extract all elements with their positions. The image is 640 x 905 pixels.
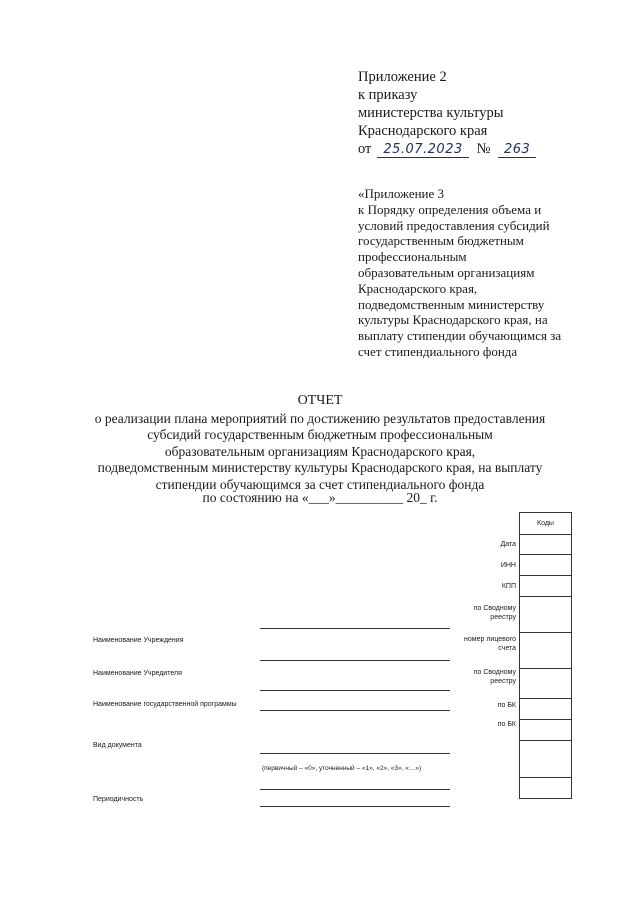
appendix3-line: выплату стипендии обучающимся за xyxy=(358,328,562,344)
order-line xyxy=(358,140,628,158)
appendix3-line: к Порядку определения объема и xyxy=(358,201,542,217)
appendix3-line: условий предоставления субсидий xyxy=(358,217,550,233)
program-label: Наименование государственной программы xyxy=(93,701,237,708)
header-line: Краснодарского края xyxy=(358,123,488,139)
header-block xyxy=(358,68,628,158)
doc-type-label: Вид документа xyxy=(93,742,142,749)
code-label-line: реестру xyxy=(490,678,516,685)
institution-line-top xyxy=(260,628,450,629)
appendix3-line: Краснодарского края, xyxy=(358,280,478,296)
codes-table xyxy=(519,512,572,799)
order-date: 25.07.2023 xyxy=(377,142,469,158)
codes-header: Коды xyxy=(520,513,572,535)
header-line: министерства культуры xyxy=(358,105,504,121)
code-cell-svod-2[interactable] xyxy=(520,669,572,699)
code-cell-svod-1[interactable] xyxy=(520,597,572,633)
code-cell-kpp[interactable] xyxy=(520,576,572,597)
doc-type-note: (первичный – «0», уточненный – «1», «2», «3», «…») xyxy=(262,765,422,772)
report-subtitle-line: образовательным организациям Краснодарского края, xyxy=(164,443,476,459)
code-label-svod-2 xyxy=(474,668,516,686)
report-title-block xyxy=(80,393,560,493)
periodicity-label: Периодичность xyxy=(93,796,144,803)
order-number-label: № xyxy=(476,141,491,157)
code-label-account xyxy=(464,635,516,653)
code-label-bk-1: по БК xyxy=(497,702,516,709)
code-label-inn: ИНН xyxy=(500,562,516,569)
header-line: к приказу xyxy=(358,87,418,103)
report-subtitle-line: подведомственным министерству культуры Краснодарского края, на выплату xyxy=(97,460,543,475)
report-subtitle-line: субсидий государственным бюджетным профессиональным xyxy=(147,427,493,442)
code-label-line: реестру xyxy=(490,614,516,621)
appendix3-line: образовательным организациям xyxy=(358,264,535,280)
periodicity-field[interactable] xyxy=(260,806,450,807)
code-cell-doc-type[interactable] xyxy=(520,741,572,778)
founder-field[interactable] xyxy=(260,690,450,691)
founder-label: Наименование Учредителя xyxy=(93,670,182,677)
code-cell-bk-2[interactable] xyxy=(520,720,572,741)
code-cell-bk-1[interactable] xyxy=(520,699,572,720)
code-label-svod-1 xyxy=(474,604,516,622)
code-label-date: Дата xyxy=(500,541,516,548)
institution-field[interactable] xyxy=(260,660,450,661)
doc-type-line-bottom xyxy=(260,789,450,790)
appendix3-line: «Приложение 3 xyxy=(358,186,445,201)
code-label-line: по Сводному xyxy=(473,605,516,612)
program-field[interactable] xyxy=(260,710,450,711)
code-cell-account[interactable] xyxy=(520,633,572,669)
code-label-kpp: КПП xyxy=(501,583,516,590)
order-number: 263 xyxy=(498,142,536,158)
appendix3-line: культуры Краснодарского края, на xyxy=(358,312,548,328)
appendix3-line: счет стипендиального фонда xyxy=(358,343,518,359)
code-label-line: счета xyxy=(498,645,516,652)
appendix3-line: профессиональным xyxy=(358,249,467,265)
code-cell-periodicity[interactable] xyxy=(520,778,572,799)
report-title: ОТЧЕТ xyxy=(297,393,343,408)
institution-label: Наименование Учреждения xyxy=(93,637,184,644)
code-cell-date[interactable] xyxy=(520,535,572,555)
report-subtitle-line: о реализации плана мероприятий по достижению результатов предоставления xyxy=(94,410,546,426)
code-label-line: номер лицевого xyxy=(464,636,516,643)
appendix3-line: государственным бюджетным xyxy=(358,233,524,249)
doc-type-field[interactable] xyxy=(260,753,450,754)
appendix3-block xyxy=(358,186,608,360)
code-cell-inn[interactable] xyxy=(520,555,572,576)
order-prefix: от xyxy=(358,141,372,157)
code-label-bk-2: по БК xyxy=(497,721,516,728)
report-subtitle-line: стипендии обучающимся за счет стипендиального фонда xyxy=(155,476,485,492)
appendix3-line: подведомственным министерству xyxy=(358,296,545,312)
header-line: Приложение 2 xyxy=(358,69,447,85)
code-label-line: по Сводному xyxy=(473,669,516,676)
as-of-date-line: по состоянию на «___»__________ 20_ г. xyxy=(202,490,438,505)
